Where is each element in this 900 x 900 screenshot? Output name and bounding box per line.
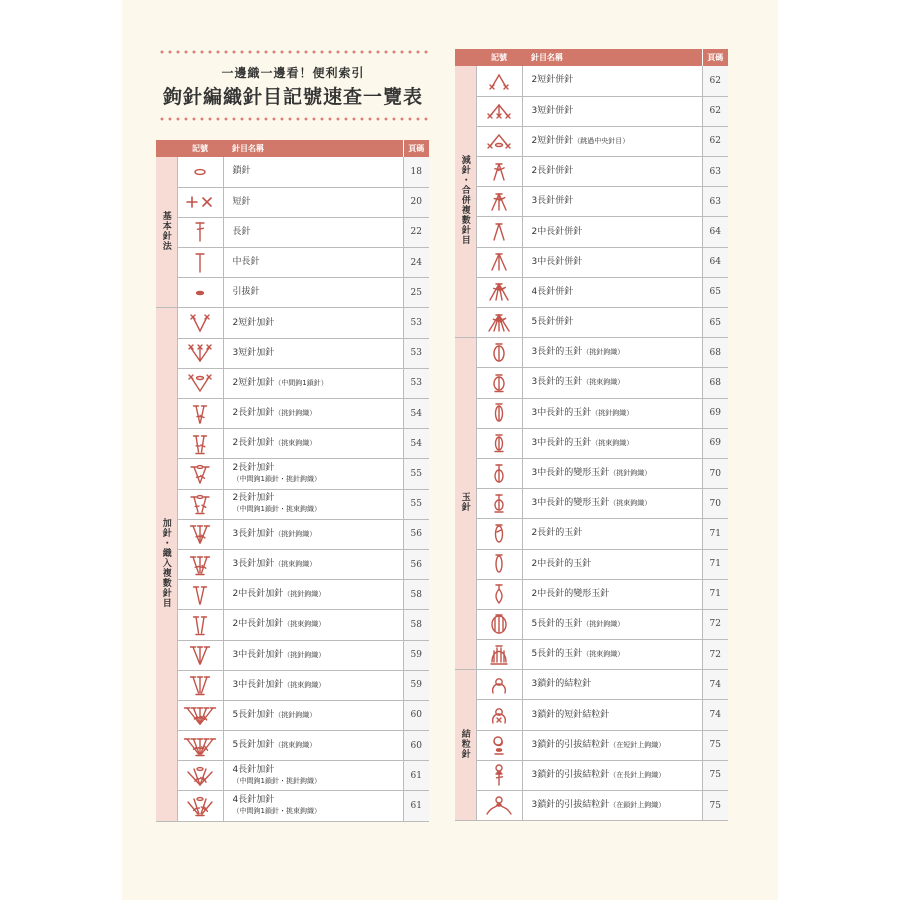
stitch-name-cell xyxy=(522,670,702,700)
dc-3-inc-icon xyxy=(177,519,223,549)
stitch-name-cell xyxy=(223,549,403,579)
stitch-note: （跳過中央針目） xyxy=(573,136,630,145)
stitch-name: 3中長針的變形玉針 xyxy=(531,468,610,479)
stitch-name-cell xyxy=(223,761,403,791)
category-text: 基本針法 xyxy=(160,210,171,251)
table-row xyxy=(156,731,429,761)
stitch-name: 3短針併針 xyxy=(531,105,574,116)
stitch-name-cell xyxy=(522,277,702,307)
page-number: 25 xyxy=(403,278,429,308)
bottom-dotted-rule xyxy=(158,117,430,121)
table-row xyxy=(455,519,728,549)
stitch-name-cell xyxy=(223,791,403,821)
stitch-name: 5長針併針 xyxy=(531,317,574,328)
dc-5-shell-icon xyxy=(177,700,223,730)
stitch-note: （挑針鉤織） xyxy=(591,408,634,417)
stitch-note: （中間鉤1鎖針・挑束鉤織） xyxy=(232,807,321,816)
stitch-name-cell xyxy=(223,429,403,459)
stitch-name: 長針 xyxy=(232,226,251,237)
stitch-name-cell xyxy=(522,700,702,730)
stitch-name-cell xyxy=(522,157,702,187)
sc-2-inc-ch-icon xyxy=(177,368,223,398)
page-number: 56 xyxy=(403,519,429,549)
page-number: 69 xyxy=(702,428,728,458)
stitch-name: 2長針加針 xyxy=(232,462,275,473)
sc-3-tog-icon xyxy=(476,96,522,126)
stitch-name-cell xyxy=(223,157,403,187)
stitch-name: 2長針的玉針 xyxy=(531,528,583,539)
page-number: 72 xyxy=(702,609,728,639)
half-double-crochet-icon xyxy=(177,248,223,278)
page-number: 70 xyxy=(702,458,728,488)
picot-3-sl-sc-icon xyxy=(476,730,522,760)
stitch-name: 2長針加針 xyxy=(232,493,275,504)
stitch-name: 3鎖針的引拔結粒針 xyxy=(531,739,610,750)
dc-5-tog-icon xyxy=(476,308,522,338)
stitch-name: 2長針加針 xyxy=(232,438,275,449)
stitch-name-cell xyxy=(223,278,403,308)
page-number: 58 xyxy=(403,610,429,640)
table-row xyxy=(156,670,429,700)
header-name: 針目名稱 xyxy=(522,49,702,66)
page-number: 22 xyxy=(403,217,429,247)
table-row xyxy=(156,217,429,247)
table-row xyxy=(156,308,429,338)
stitch-name: 3鎖針的引拔結粒針 xyxy=(531,800,610,811)
stitch-note: （挑針鉤織） xyxy=(582,619,625,628)
page-number: 56 xyxy=(403,549,429,579)
stitch-name-cell xyxy=(223,580,403,610)
stitch-name: 2中長針的變形玉針 xyxy=(531,588,610,599)
top-dotted-rule xyxy=(158,50,430,54)
table-row xyxy=(156,580,429,610)
stitch-name-cell xyxy=(223,700,403,730)
stitch-name: 4長針加針 xyxy=(232,764,275,775)
stitch-name: 3鎖針的短針結粒針 xyxy=(531,709,610,720)
dc-3-tog-icon xyxy=(476,187,522,217)
page-number: 60 xyxy=(403,731,429,761)
hdc-3-tog-icon xyxy=(476,247,522,277)
table-row xyxy=(455,187,728,217)
header-spacer xyxy=(455,49,476,66)
stitch-name-cell xyxy=(522,519,702,549)
stitch-name: 2中長針加針 xyxy=(232,589,284,600)
table-row xyxy=(455,126,728,156)
dc-5-bobble-icon xyxy=(476,609,522,639)
page-number: 62 xyxy=(702,126,728,156)
stitch-note: （挑束鉤織） xyxy=(274,560,317,569)
stitch-name-cell xyxy=(522,247,702,277)
stitch-note: （中間鉤1鎖針・挑束鉤織） xyxy=(232,505,321,514)
table-row xyxy=(455,428,728,458)
stitch-name-cell xyxy=(522,66,702,96)
hdc-3-bobble-icon xyxy=(476,398,522,428)
stitch-name-cell xyxy=(522,308,702,338)
double-crochet-icon xyxy=(177,217,223,247)
stitch-name-cell xyxy=(223,640,403,670)
stitch-name-cell xyxy=(522,187,702,217)
category-text: 加針・織入複數針目 xyxy=(160,518,171,609)
page-number: 74 xyxy=(702,700,728,730)
stitch-name: 3短針加針 xyxy=(232,347,275,358)
stitch-name: 3鎖針的引拔結粒針 xyxy=(531,769,610,780)
stitch-name: 3中長針加針 xyxy=(232,679,284,690)
table-row xyxy=(156,549,429,579)
table-row xyxy=(156,429,429,459)
stitch-name: 2中長針加針 xyxy=(232,619,284,630)
page-number: 75 xyxy=(702,791,728,821)
page-number: 64 xyxy=(702,247,728,277)
stitch-name-cell xyxy=(223,308,403,338)
stitch-name-cell xyxy=(522,549,702,579)
header-name: 針目名稱 xyxy=(223,140,403,157)
stitch-note: （挑束鉤織） xyxy=(274,741,317,750)
stitch-name-cell xyxy=(522,609,702,639)
stitch-note: （挑針鉤織） xyxy=(582,348,625,357)
page-number: 62 xyxy=(702,66,728,96)
stitch-name: 2長針併針 xyxy=(531,166,574,177)
stitch-note: （挑束鉤織） xyxy=(283,680,326,689)
hdc-2-inc-icon xyxy=(177,580,223,610)
table-row xyxy=(455,398,728,428)
page-number: 55 xyxy=(403,459,429,489)
stitch-name-cell xyxy=(223,187,403,217)
hdc-2-bobble-icon xyxy=(476,549,522,579)
page-number: 53 xyxy=(403,368,429,398)
page-number: 53 xyxy=(403,338,429,368)
header-page: 頁碼 xyxy=(403,140,429,157)
stitch-name-cell xyxy=(522,96,702,126)
stitch-name: 2中長針的玉針 xyxy=(531,558,592,569)
sc-2-tog-icon xyxy=(476,66,522,96)
category-label xyxy=(455,670,476,821)
table-row xyxy=(156,459,429,489)
stitch-name: 2短針併針 xyxy=(531,75,574,86)
table-row xyxy=(455,458,728,488)
stitch-name-cell xyxy=(522,126,702,156)
page-number: 20 xyxy=(403,187,429,217)
page-number: 58 xyxy=(403,580,429,610)
page-number: 62 xyxy=(702,96,728,126)
stitch-note: （挑束鉤織） xyxy=(609,499,652,508)
stitch-name: 3中長針的玉針 xyxy=(531,407,592,418)
stitch-name: 5長針加針 xyxy=(232,740,275,751)
table-row xyxy=(455,609,728,639)
hdc-3-inc-icon xyxy=(177,640,223,670)
sc-3-inc-icon xyxy=(177,338,223,368)
dc-4-shell-bundle-icon xyxy=(177,791,223,821)
stitch-note: （中間鉤1鎖針・挑針鉤織） xyxy=(232,776,321,785)
stitch-note: （挑針鉤織） xyxy=(274,529,317,538)
stitch-note: （挑束鉤織） xyxy=(274,439,317,448)
table-row xyxy=(156,700,429,730)
category-text: 結粒針 xyxy=(459,728,470,759)
hdc-2-inc-bundle-icon xyxy=(177,610,223,640)
stitch-name: 5長針的玉針 xyxy=(531,618,583,629)
stitch-name: 3長針併針 xyxy=(531,196,574,207)
left-stitch-table xyxy=(156,140,429,822)
stitch-name-cell xyxy=(522,489,702,519)
hdc-3-puff-bundle-icon xyxy=(476,489,522,519)
stitch-name-cell xyxy=(223,459,403,489)
picot-3-sl-dc-icon xyxy=(476,760,522,790)
table-row xyxy=(455,700,728,730)
stitch-name: 2短針併針 xyxy=(531,135,574,146)
stitch-name-cell xyxy=(223,338,403,368)
dc-3-bobble-bundle-icon xyxy=(476,368,522,398)
stitch-name-cell xyxy=(522,428,702,458)
category-label xyxy=(455,338,476,670)
stitch-name-cell xyxy=(522,338,702,368)
table-row xyxy=(455,489,728,519)
page-number: 64 xyxy=(702,217,728,247)
sc-2-tog-skip-icon xyxy=(476,126,522,156)
page-number: 55 xyxy=(403,489,429,519)
stitch-name: 3長針的玉針 xyxy=(531,377,583,388)
page-number: 65 xyxy=(702,277,728,307)
table-row xyxy=(156,640,429,670)
page-number: 59 xyxy=(403,670,429,700)
table-row xyxy=(156,519,429,549)
stitch-note: （挑針鉤織） xyxy=(609,469,652,478)
stitch-name: 3中長針的變形玉針 xyxy=(531,498,610,509)
table-header xyxy=(455,49,728,66)
stitch-name-cell xyxy=(223,670,403,700)
stitch-name-cell xyxy=(522,791,702,821)
stitch-note: （挑針鉤織） xyxy=(283,650,326,659)
page-number: 61 xyxy=(403,791,429,821)
table-row xyxy=(455,308,728,338)
table-row xyxy=(156,248,429,278)
table-row xyxy=(156,368,429,398)
page-number: 70 xyxy=(702,489,728,519)
right-stitch-table xyxy=(455,49,728,821)
stitch-name: 2中長針併針 xyxy=(531,226,583,237)
table-row xyxy=(455,368,728,398)
table-row xyxy=(455,96,728,126)
stitch-name-cell xyxy=(223,610,403,640)
page-number: 54 xyxy=(403,399,429,429)
stitch-name: 短針 xyxy=(232,196,251,207)
stitch-name: 5長針加針 xyxy=(232,709,275,720)
stitch-name-cell xyxy=(223,399,403,429)
picot-3-sc-icon xyxy=(476,700,522,730)
stitch-name: 4長針併針 xyxy=(531,286,574,297)
header-page: 頁碼 xyxy=(702,49,728,66)
dc-3-inc-bundle-icon xyxy=(177,549,223,579)
stitch-name: 3長針的玉針 xyxy=(531,347,583,358)
dc-2-bobble-icon xyxy=(476,519,522,549)
page-number: 72 xyxy=(702,640,728,670)
stitch-name-cell xyxy=(522,398,702,428)
stitch-name: 中長針 xyxy=(232,257,260,268)
stitch-note: （挑束鉤織） xyxy=(283,620,326,629)
stitch-name-cell xyxy=(223,248,403,278)
page-number: 68 xyxy=(702,338,728,368)
table-row xyxy=(156,338,429,368)
stitch-name-cell xyxy=(522,368,702,398)
table-row xyxy=(156,187,429,217)
page-number: 18 xyxy=(403,157,429,187)
stitch-name: 3中長針的玉針 xyxy=(531,437,592,448)
dc-2-inc-ch-icon xyxy=(177,459,223,489)
table-row xyxy=(455,277,728,307)
stitch-name-cell xyxy=(223,217,403,247)
stitch-note: （挑針鉤織） xyxy=(274,409,317,418)
category-label xyxy=(156,308,177,821)
table-row xyxy=(455,730,728,760)
stitch-name: 2短針加針 xyxy=(232,317,275,328)
stitch-name-cell xyxy=(522,579,702,609)
stitch-name-cell xyxy=(522,640,702,670)
stitch-note: （挑束鉤織） xyxy=(582,650,625,659)
page-number: 61 xyxy=(403,761,429,791)
stitch-name-cell xyxy=(522,730,702,760)
page-number: 53 xyxy=(403,308,429,338)
stitch-note: （在長針上鉤織） xyxy=(609,770,666,779)
hdc-3-bobble-bundle-icon xyxy=(476,428,522,458)
dc-5-bobble-bundle-icon xyxy=(476,640,522,670)
category-label xyxy=(156,157,177,308)
table-row xyxy=(455,670,728,700)
page-number: 63 xyxy=(702,187,728,217)
table-row xyxy=(455,338,728,368)
page-number: 74 xyxy=(702,670,728,700)
sc-2-inc-icon xyxy=(177,308,223,338)
dc-2-inc-icon xyxy=(177,399,223,429)
stitch-name: 2短針加針 xyxy=(232,377,275,388)
table-row xyxy=(455,66,728,96)
picot-3-icon xyxy=(476,670,522,700)
page-number: 59 xyxy=(403,640,429,670)
page-subtitle: 一邊織一邊看！便利索引 xyxy=(221,66,365,80)
stitch-name: 3長針加針 xyxy=(232,559,275,570)
table-row xyxy=(455,247,728,277)
table-header xyxy=(156,140,429,157)
page-number: 71 xyxy=(702,549,728,579)
chain-icon xyxy=(177,157,223,187)
table-row xyxy=(455,760,728,790)
stitch-name: 4長針加針 xyxy=(232,795,275,806)
stitch-note: （挑束鉤織） xyxy=(582,378,625,387)
stitch-name-cell xyxy=(223,368,403,398)
table-row xyxy=(156,610,429,640)
stitch-name: 3長針加針 xyxy=(232,528,275,539)
stitch-note: （在短針上鉤織） xyxy=(609,740,666,749)
header-spacer xyxy=(156,140,177,157)
table-row xyxy=(455,579,728,609)
slip-stitch-icon xyxy=(177,278,223,308)
page-title: 鉤針編織針目記號速查一覽表 xyxy=(162,86,423,108)
stitch-note: （挑束鉤織） xyxy=(591,438,634,447)
dc-2-inc-bundle-icon xyxy=(177,429,223,459)
stitch-note: （挑針鉤織） xyxy=(274,710,317,719)
stitch-name-cell xyxy=(223,489,403,519)
hdc-2-puff-icon xyxy=(476,579,522,609)
category-label xyxy=(455,66,476,338)
hdc-3-puff-icon xyxy=(476,458,522,488)
page-number: 60 xyxy=(403,700,429,730)
stitch-note: （中間鉤1鎖針・挑針鉤織） xyxy=(232,474,321,483)
hdc-2-tog-icon xyxy=(476,217,522,247)
table-row xyxy=(156,791,429,821)
header-symbol: 記號 xyxy=(476,49,522,66)
picot-3-sl-ch-icon xyxy=(476,791,522,821)
page-number: 54 xyxy=(403,429,429,459)
category-text: 玉針 xyxy=(459,492,470,513)
dc-3-bobble-icon xyxy=(476,338,522,368)
dc-2-tog-icon xyxy=(476,157,522,187)
stitch-name-cell xyxy=(223,519,403,549)
stitch-name-cell xyxy=(223,731,403,761)
page-number: 69 xyxy=(702,398,728,428)
stitch-name: 鎖針 xyxy=(232,166,251,177)
table-row xyxy=(455,157,728,187)
stitch-name: 3中長針併針 xyxy=(531,256,583,267)
page-number: 68 xyxy=(702,368,728,398)
table-row xyxy=(455,640,728,670)
stitch-name: 引拔針 xyxy=(232,287,260,298)
page-number: 71 xyxy=(702,579,728,609)
dc-4-tog-icon xyxy=(476,277,522,307)
table-row xyxy=(156,278,429,308)
table-row xyxy=(156,157,429,187)
table-row xyxy=(156,489,429,519)
stitch-note: （中間鉤1鎖針） xyxy=(274,378,328,387)
page-number: 75 xyxy=(702,760,728,790)
stitch-name-cell xyxy=(522,760,702,790)
table-row xyxy=(455,549,728,579)
single-crochet-icon xyxy=(177,187,223,217)
page-number: 75 xyxy=(702,730,728,760)
table-row xyxy=(455,217,728,247)
dc-4-shell-icon xyxy=(177,761,223,791)
stitch-name-cell xyxy=(522,458,702,488)
stitch-name: 5長針的玉針 xyxy=(531,649,583,660)
hdc-3-inc-bundle-icon xyxy=(177,670,223,700)
table-row xyxy=(156,761,429,791)
stitch-name: 3中長針加針 xyxy=(232,649,284,660)
dc-5-shell-bundle-icon xyxy=(177,731,223,761)
table-row xyxy=(156,399,429,429)
table-row xyxy=(455,791,728,821)
page-number: 65 xyxy=(702,308,728,338)
stitch-note: （挑針鉤織） xyxy=(283,590,326,599)
stitch-name: 2長針加針 xyxy=(232,408,275,419)
stitch-note: （在鎖針上鉤織） xyxy=(609,801,666,810)
page-number: 71 xyxy=(702,519,728,549)
stitch-name: 3鎖針的結粒針 xyxy=(531,679,592,690)
header-symbol: 記號 xyxy=(177,140,223,157)
dc-2-inc-ch-bundle-icon xyxy=(177,489,223,519)
page-number: 24 xyxy=(403,248,429,278)
category-text: 減針・合併複數針目 xyxy=(459,155,470,246)
stitch-name-cell xyxy=(522,217,702,247)
page-number: 63 xyxy=(702,157,728,187)
